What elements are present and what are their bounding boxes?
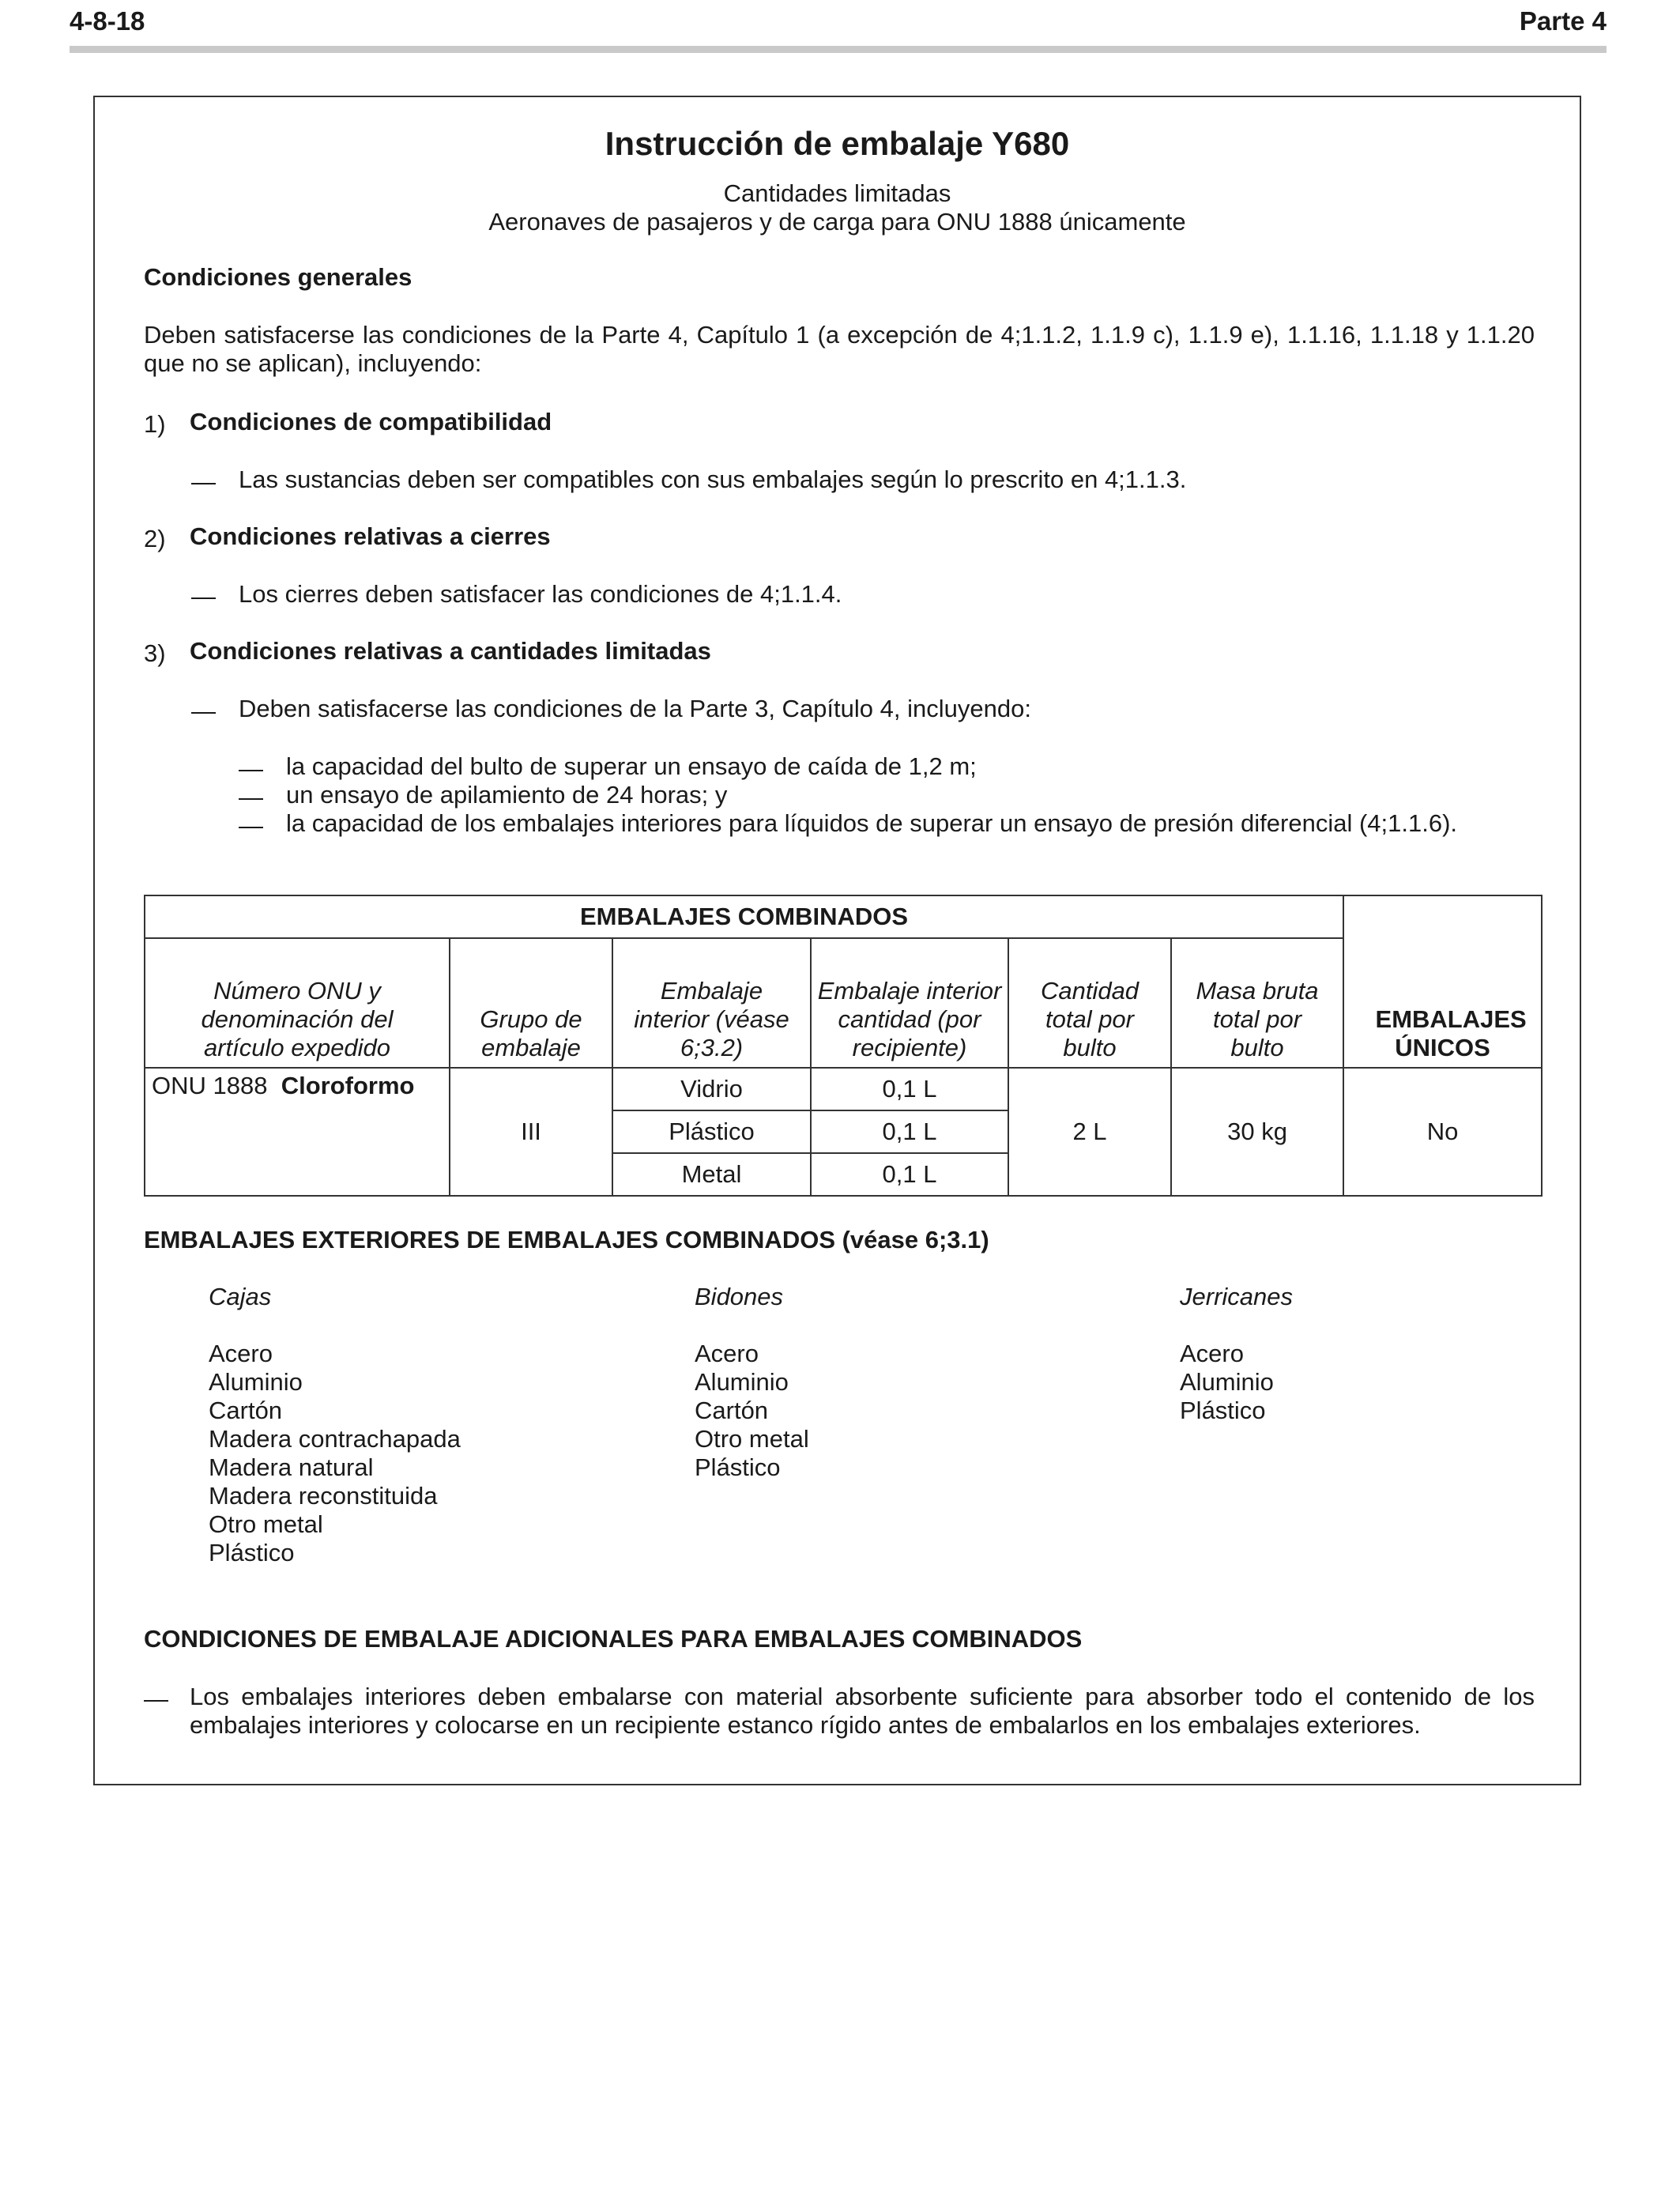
- col-header-inner-packaging: [612, 938, 811, 1068]
- section-3-heading: Condiciones relativas a cantidades limitadas: [190, 637, 711, 665]
- subtitle-aircraft: Aeronaves de pasajeros y de carga para ONU 1888 únicamente: [488, 208, 1186, 236]
- additional-conditions-text: Los embalajes interiores deben embalarse con material absorbente suficiente para absorber todo el contenido de los embalajes interiores y colocarse en un recipiente estanco rígido antes de embalarlos en los embalajes exteriores.: [190, 1683, 1535, 1739]
- inner-material-metal: Metal: [612, 1153, 811, 1196]
- col-header-total-quantity: [1008, 938, 1171, 1068]
- single-packagings-header: [1343, 895, 1542, 1068]
- col-header-packing-group-label: Grupo de embalaje: [480, 1005, 582, 1061]
- total-quantity-cell: 2 L: [1008, 1068, 1171, 1196]
- list-item: Acero: [209, 1340, 273, 1367]
- general-conditions-text: Deben satisfacerse las condiciones de la Parte 4, Capítulo 1 (a excepción de 4;1.1.2, 1.1.9 c), 1.1.9 e), 1.1.16, 1.1.18 y 1.1.20 que no se aplican), incluyendo:: [144, 321, 1535, 377]
- section-3-item: Deben satisfacerse las condiciones de la Parte 3, Capítulo 4, incluyendo:: [239, 695, 1031, 722]
- gross-mass-cell: 30 kg: [1171, 1068, 1343, 1196]
- col-header-un-number: [145, 938, 450, 1068]
- col-header-un-number-label: Número ONU y denominación del artículo expedido: [201, 977, 394, 1061]
- outer-column-jerricans-title: Jerricanes: [1180, 1283, 1293, 1310]
- section-1-dash: —: [191, 468, 216, 496]
- section-1-number: 1): [144, 410, 166, 438]
- list-item: Cartón: [209, 1397, 283, 1424]
- list-item: Aluminio: [209, 1368, 303, 1396]
- list-item: Otro metal: [695, 1425, 809, 1453]
- general-conditions-heading: Condiciones generales: [144, 263, 412, 291]
- subitem-2-dash: —: [239, 783, 263, 811]
- col-header-gross-mass: [1171, 938, 1343, 1068]
- col-header-inner-quantity-label: Embalaje interior cantidad (por recipiente): [817, 977, 1002, 1061]
- list-item: Acero: [695, 1340, 759, 1367]
- spacer: [209, 1311, 461, 1340]
- col-header-total-quantity-label: Cantidad total por bulto: [1040, 977, 1139, 1061]
- outer-column-boxes-title: Cajas: [209, 1283, 272, 1310]
- inner-material-glass: Vidrio: [612, 1068, 811, 1110]
- section-3-dash: —: [191, 697, 216, 725]
- page-header: [70, 3, 1607, 40]
- col-header-inner-packaging-label: Embalaje interior (véase 6;3.2): [634, 977, 789, 1061]
- col-header-packing-group: [450, 938, 612, 1068]
- list-item: Aluminio: [695, 1368, 789, 1396]
- section-1-heading: Condiciones de compatibilidad: [190, 408, 552, 435]
- inner-qty-glass: 0,1 L: [811, 1068, 1008, 1110]
- page-reference: 4-8-18: [70, 6, 145, 36]
- subitem-3-dash: —: [239, 812, 263, 839]
- section-2-item: Los cierres deben satisfacer las condiciones de 4;1.1.4.: [239, 580, 842, 608]
- subitem-1: la capacidad del bulto de superar un ensayo de caída de 1,2 m;: [286, 752, 977, 780]
- outer-column-drums-title: Bidones: [695, 1283, 784, 1310]
- subitem-1-dash: —: [239, 755, 263, 782]
- un-number-cell: [145, 1068, 450, 1196]
- outer-column-jerricans: [1180, 1283, 1293, 1425]
- spacer: [1180, 1311, 1293, 1340]
- packing-group-cell: III: [450, 1068, 612, 1196]
- un-number: ONU 1888: [152, 1072, 268, 1099]
- col-header-gross-mass-label: Masa bruta total por bulto: [1196, 977, 1319, 1061]
- section-1-item: Las sustancias deben ser compatibles con sus embalajes según lo prescrito en 4;1.1.3.: [239, 466, 1187, 493]
- additional-conditions-heading: CONDICIONES DE EMBALAJE ADICIONALES PARA EMBALAJES COMBINADOS: [144, 1625, 1083, 1653]
- outer-column-drums: [695, 1283, 809, 1482]
- header-rule: [70, 46, 1607, 53]
- list-item: Plástico: [1180, 1397, 1266, 1424]
- inner-qty-metal: 0,1 L: [811, 1153, 1008, 1196]
- instruction-title: Instrucción de embalaje Y680: [605, 125, 1070, 162]
- spacer: [695, 1311, 809, 1340]
- list-item: Madera natural: [209, 1453, 374, 1481]
- list-item: Plástico: [695, 1453, 781, 1481]
- list-item: Acero: [1180, 1340, 1244, 1367]
- list-item: Madera contrachapada: [209, 1425, 461, 1453]
- inner-material-plastic: Plástico: [612, 1110, 811, 1153]
- list-item: Plástico: [209, 1539, 295, 1566]
- packaging-table: [144, 895, 1543, 1197]
- combined-packagings-header: EMBALAJES COMBINADOS: [145, 895, 1343, 938]
- proper-shipping-name: Cloroformo: [281, 1072, 415, 1099]
- list-item: Otro metal: [209, 1510, 323, 1538]
- section-2-heading: Condiciones relativas a cierres: [190, 522, 551, 550]
- single-packagings-cell: No: [1343, 1068, 1542, 1196]
- section-3-number: 3): [144, 639, 166, 667]
- instruction-frame: [93, 96, 1581, 1785]
- inner-qty-plastic: 0,1 L: [811, 1110, 1008, 1153]
- outer-column-boxes: [209, 1283, 461, 1567]
- section-2-dash: —: [191, 582, 216, 610]
- additional-dash: —: [144, 1685, 168, 1713]
- outer-packagings-heading: EMBALAJES EXTERIORES DE EMBALAJES COMBINADOS (véase 6;3.1): [144, 1226, 989, 1253]
- col-header-inner-quantity: [811, 938, 1008, 1068]
- list-item: Aluminio: [1180, 1368, 1274, 1396]
- part-label: Parte 4: [1519, 6, 1607, 36]
- list-item: Cartón: [695, 1397, 769, 1424]
- subitem-2: un ensayo de apilamiento de 24 horas; y: [286, 781, 728, 809]
- subitem-3: la capacidad de los embalajes interiores para líquidos de superar un ensayo de presión diferencial (4;1.1.6).: [286, 809, 1458, 837]
- section-2-number: 2): [144, 525, 166, 552]
- list-item: Madera reconstituida: [209, 1482, 438, 1510]
- single-packagings-label: EMBALAJES ÚNICOS: [1375, 1005, 1527, 1061]
- subtitle-limited-quantities: Cantidades limitadas: [723, 179, 951, 207]
